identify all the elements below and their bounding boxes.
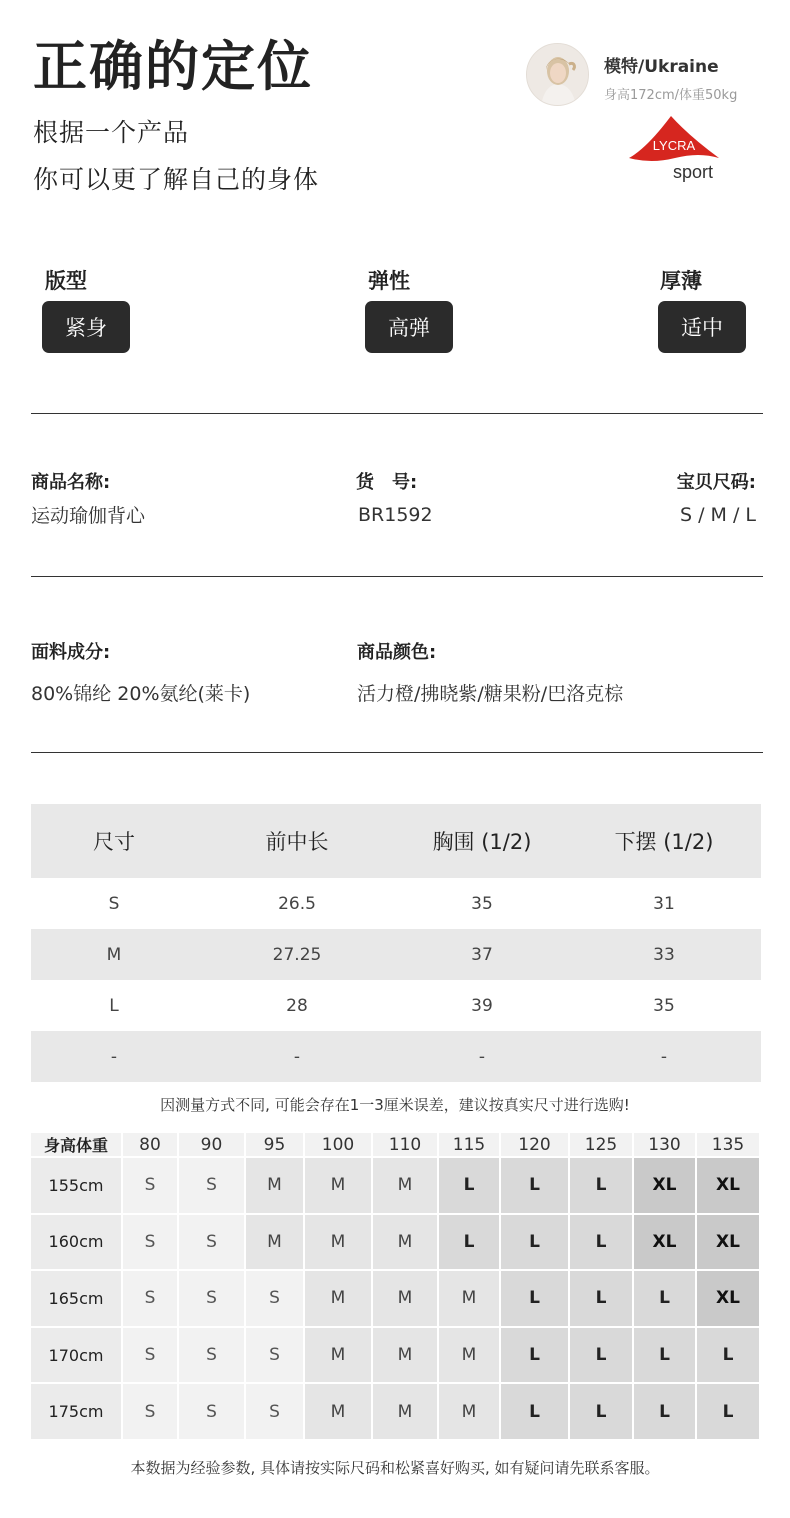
table-cell: L <box>109 995 119 1016</box>
size-cell: M <box>305 1215 373 1272</box>
size-cell: S <box>123 1328 179 1385</box>
table-cell: 35 <box>471 893 493 914</box>
size-cell: M <box>373 1158 439 1215</box>
size-cell: M <box>246 1158 305 1215</box>
weight-header: 115 <box>439 1133 501 1158</box>
height-weight-header: 身高体重 <box>31 1133 123 1158</box>
weight-header-row <box>31 1133 761 1158</box>
spec-badge-thickness: 适中 <box>658 301 746 353</box>
model-name: 模特/Ukraine <box>604 57 719 77</box>
size-cell: S <box>179 1271 246 1328</box>
lycra-logo-text: LYCRA <box>652 138 696 153</box>
size-cell: M <box>439 1328 501 1385</box>
table-cell: 26.5 <box>278 893 316 914</box>
divider <box>31 576 763 577</box>
size-cell: L <box>634 1384 697 1441</box>
size-cell: S <box>179 1384 246 1441</box>
table-row <box>31 929 761 980</box>
size-cell: L <box>439 1158 501 1215</box>
weight-header: 100 <box>305 1133 373 1158</box>
table-cell: - <box>567 1031 761 1082</box>
size-cell: L <box>570 1158 634 1215</box>
weight-header: 110 <box>373 1133 439 1158</box>
weight-header: 120 <box>501 1133 570 1158</box>
spec-badge-elasticity: 高弹 <box>365 301 453 353</box>
size-cell: M <box>305 1271 373 1328</box>
table-cell: - <box>31 1031 197 1082</box>
item-code-label: 货 号: <box>356 472 418 493</box>
height-cell: 165cm <box>31 1271 123 1328</box>
size-cell: S <box>179 1215 246 1272</box>
size-cell: L <box>697 1328 761 1385</box>
size-cell: L <box>501 1215 570 1272</box>
table-row <box>31 878 761 929</box>
weight-header: 95 <box>246 1133 305 1158</box>
size-cell: M <box>439 1271 501 1328</box>
size-cell: M <box>439 1384 501 1441</box>
size-cell: XL <box>697 1158 761 1215</box>
weight-header: 90 <box>179 1133 246 1158</box>
table-cell: S <box>108 893 120 914</box>
size-chart-header-row <box>31 804 761 878</box>
size-header: 尺寸 <box>31 804 197 878</box>
size-recommendation-table <box>31 1133 761 1441</box>
subtitle-line-2: 你可以更了解自己的身体 <box>33 165 320 194</box>
height-cell: 175cm <box>31 1384 123 1441</box>
model-avatar <box>526 43 589 106</box>
height-cell: 170cm <box>31 1328 123 1385</box>
chest-header: 胸围 (1/2) <box>397 804 567 878</box>
table-row <box>31 1158 761 1215</box>
size-cell: M <box>305 1384 373 1441</box>
weight-header: 125 <box>570 1133 634 1158</box>
size-cell: L <box>697 1384 761 1441</box>
table-row <box>31 980 761 1031</box>
colors-label: 商品颜色: <box>357 642 437 663</box>
size-cell: L <box>634 1328 697 1385</box>
table-row <box>31 1031 761 1082</box>
size-cell: L <box>501 1271 570 1328</box>
item-code-value: BR1592 <box>358 504 433 526</box>
spec-label-thickness: 厚薄 <box>660 269 702 293</box>
weight-header: 130 <box>634 1133 697 1158</box>
table-cell: 35 <box>653 995 675 1016</box>
size-cell: M <box>373 1328 439 1385</box>
fabric-value: 80%锦纶 20%氨纶(莱卡) <box>31 683 251 705</box>
size-cell: S <box>246 1271 305 1328</box>
size-cell: S <box>123 1158 179 1215</box>
table-cell: M <box>31 929 197 980</box>
size-cell: S <box>123 1271 179 1328</box>
size-cell: M <box>373 1384 439 1441</box>
size-cell: L <box>570 1215 634 1272</box>
measurement-note: 因测量方式不同, 可能会存在1一3厘米误差，建议按真实尺寸进行选购! <box>160 1096 630 1114</box>
size-cell: S <box>179 1158 246 1215</box>
weight-header: 80 <box>123 1133 179 1158</box>
table-cell: 37 <box>397 929 567 980</box>
size-cell: L <box>570 1328 634 1385</box>
table-cell: 39 <box>471 995 493 1016</box>
spec-badge-fit: 紧身 <box>42 301 130 353</box>
sizes-label: 宝贝尺码: <box>676 472 756 493</box>
hem-header: 下摆 (1/2) <box>567 804 761 878</box>
size-cell: L <box>501 1384 570 1441</box>
size-cell: S <box>123 1215 179 1272</box>
size-cell: M <box>305 1158 373 1215</box>
size-cell: L <box>570 1271 634 1328</box>
size-cell: S <box>246 1328 305 1385</box>
size-cell: M <box>305 1328 373 1385</box>
table-cell: - <box>197 1031 397 1082</box>
product-name-value: 运动瑜伽背心 <box>31 505 146 527</box>
product-name-label: 商品名称: <box>31 472 111 493</box>
colors-value: 活力橙/拂晓紫/糖果粉/巴洛克棕 <box>357 683 624 705</box>
table-cell: 31 <box>653 893 675 914</box>
table-row <box>31 1271 761 1328</box>
footer-note: 本数据为经验参数, 具体请按实际尺码和松紧喜好购买, 如有疑问请先联系客服。 <box>130 1459 660 1477</box>
size-cell: M <box>373 1215 439 1272</box>
height-cell: 155cm <box>31 1158 123 1215</box>
size-cell: XL <box>634 1215 697 1272</box>
size-cell: M <box>373 1271 439 1328</box>
table-cell: 27.25 <box>197 929 397 980</box>
size-cell: L <box>501 1328 570 1385</box>
sizes-value: S / M / L <box>680 504 756 526</box>
weight-header: 135 <box>697 1133 761 1158</box>
size-cell: L <box>439 1215 501 1272</box>
table-cell: 33 <box>567 929 761 980</box>
size-cell: S <box>246 1384 305 1441</box>
size-cell: L <box>570 1384 634 1441</box>
table-cell: - <box>397 1031 567 1082</box>
size-cell: XL <box>697 1271 761 1328</box>
size-cell: XL <box>634 1158 697 1215</box>
size-cell: XL <box>697 1215 761 1272</box>
size-cell: L <box>634 1271 697 1328</box>
table-row <box>31 1215 761 1272</box>
lycra-sport-logo <box>625 112 725 184</box>
subtitle-line-1: 根据一个产品 <box>33 118 190 147</box>
lycra-sport-text: sport <box>672 162 714 182</box>
divider <box>31 413 763 414</box>
size-chart-table <box>31 804 761 1082</box>
fabric-label: 面料成分: <box>31 642 111 663</box>
size-cell: M <box>246 1215 305 1272</box>
size-cell: L <box>501 1158 570 1215</box>
spec-label-elasticity: 弹性 <box>368 269 410 293</box>
divider <box>31 752 763 753</box>
table-row <box>31 1328 761 1385</box>
model-portrait-icon <box>527 44 589 106</box>
front-length-header: 前中长 <box>197 804 397 878</box>
spec-label-fit: 版型 <box>45 269 87 293</box>
page-title: 正确的定位 <box>33 35 313 98</box>
table-row <box>31 1384 761 1441</box>
table-cell: 28 <box>286 995 308 1016</box>
size-cell: S <box>179 1328 246 1385</box>
size-cell: S <box>123 1384 179 1441</box>
model-stats: 身高172cm/体重50kg <box>604 88 738 103</box>
height-cell: 160cm <box>31 1215 123 1272</box>
